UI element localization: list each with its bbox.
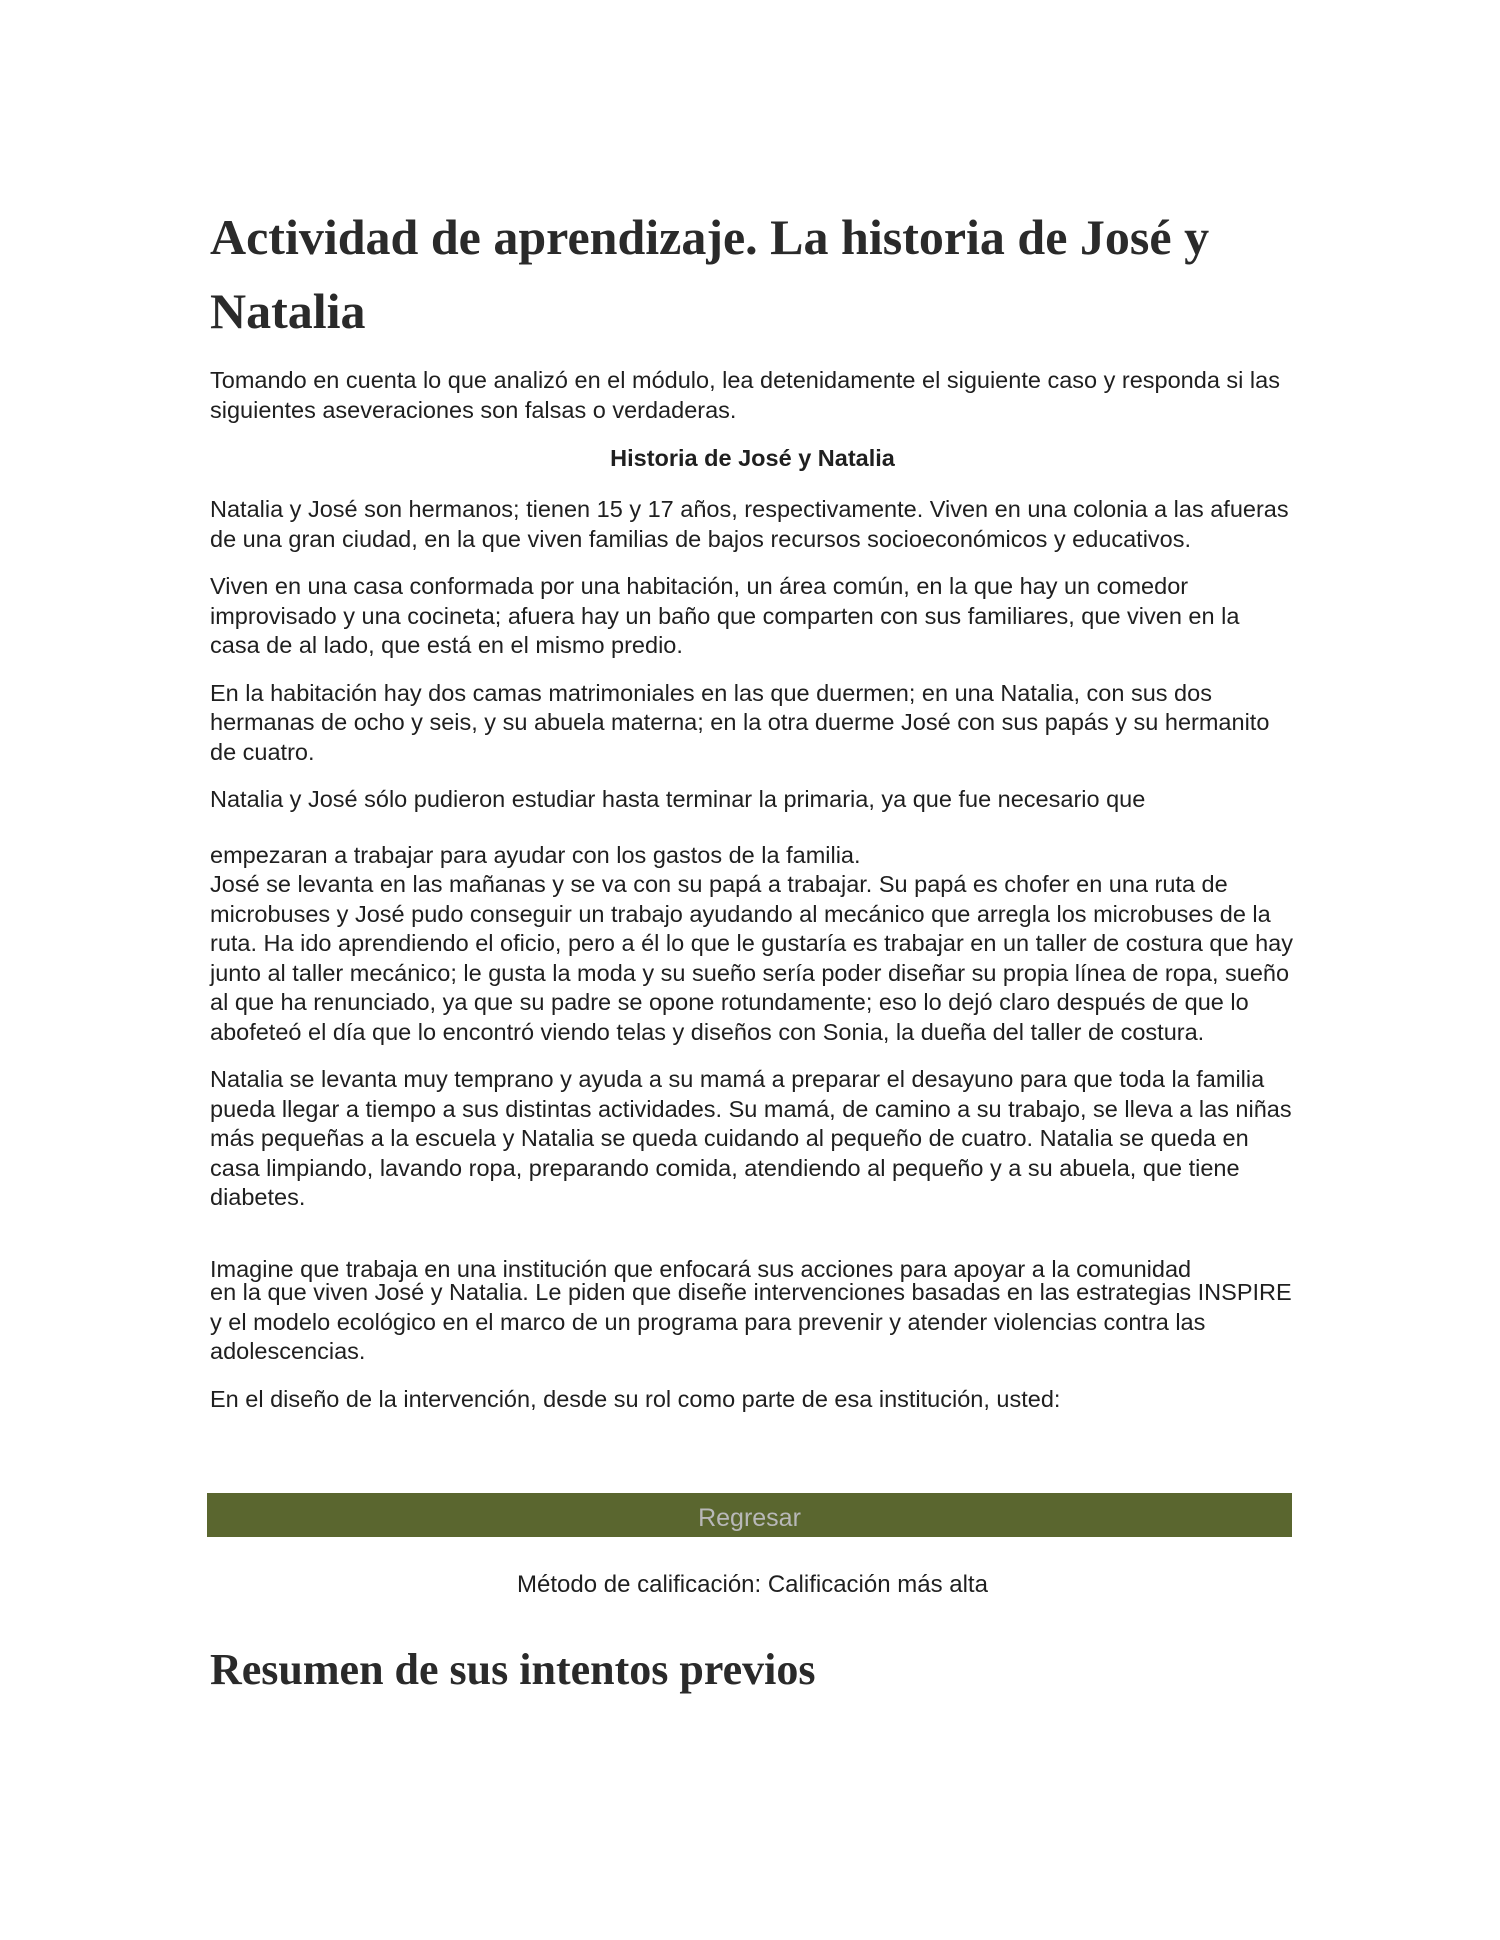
instruction-paragraph: Imagine que trabaja en una institución que enfocará sus acciones para apoyar a la comunidad [210, 1255, 1192, 1282]
story-title: Historia de José y Natalia [610, 445, 895, 471]
story-paragraph: En la habitación hay dos camas matrimoniales en las que duermen; en una Natalia, con sus dos hermanas de ocho y seis, y su abuela materna; en la otra duerme José con sus papás y su hermanito de cuatro. [210, 679, 1270, 765]
back-button[interactable] [207, 1493, 1292, 1537]
question-prompt: En el diseño de la intervención, desde su rol como parte de esa institución, usted: [210, 1385, 1061, 1412]
story-paragraph: Natalia y José son hermanos; tienen 15 y 17 años, respectivamente. Viven en una colonia a las afueras de una gran ciudad, en la que viven familias de bajos recursos socioeconómicos y educativos. [210, 496, 1289, 552]
story-paragraph: Natalia se levanta muy temprano y ayuda a su mamá a preparar el desayuno para que toda la familia pueda llegar a tiempo a sus distintas actividades. Su mamá, de camino a su trabajo, se lleva a las niñas más pequeñas a la escuela y Natalia se queda cuidando al pequeño de cuatro. Natalia se queda en casa limpiando, lavando ropa, preparando comida, atendiendo al pequeño y a su abuela, que tiene diabetes. [210, 1066, 1292, 1210]
previous-attempts-title: Resumen de sus intentos previos [210, 1645, 816, 1694]
instruction-paragraph: en la que viven José y Natalia. Le piden que diseñe intervenciones basadas en las estrategias INSPIRE y el modelo ecológico en el marco de un programa para prevenir y atender violencias contra las adolescencias. [210, 1279, 1292, 1364]
story-paragraph: Viven en una casa conformada por una habitación, un área común, en la que hay un comedor improvisado y una cocineta; afuera hay un baño que comparten con sus familiares, que viven en la casa de al lado, que está en el mismo predio. [210, 573, 1240, 658]
story-paragraph: empezaran a trabajar para ayudar con los gastos de la familia. [210, 841, 861, 868]
story-paragraph: Natalia y José sólo pudieron estudiar hasta terminar la primaria, ya que fue necesario que [210, 786, 1146, 812]
intro-paragraph: Tomando en cuenta lo que analizó en el módulo, lea detenidamente el siguiente caso y responda si las siguientes aseveraciones son falsas o verdaderas. [210, 367, 1280, 423]
grading-method: Método de calificación: Calificación más alta [517, 1571, 988, 1598]
activity-content [210, 200, 1295, 1432]
story-paragraph: José se levanta en las mañanas y se va con su papá a trabajar. Su papá es chofer en una ruta de microbuses y José pudo conseguir un trabajo ayudando al mecánico que arregla los microbuses de la ruta. Ha ido aprendiendo el oficio, pero a él lo que le gustaría es trabajar en un taller de costura que hay junto al taller mecánico; le gusta la moda y su sueño sería poder diseñar su propia línea de ropa, sueño al que ha renunciado, ya que su padre se opone rotundamente; eso lo dejó claro después de que lo abofeteó el día que lo encontró viendo telas y diseños con Sonia, la dueña del taller de costura. [210, 871, 1293, 1045]
back-button-label: Regresar [698, 1503, 801, 1532]
page-title: Actividad de aprendizaje. La historia de José y Natalia [210, 209, 1210, 339]
